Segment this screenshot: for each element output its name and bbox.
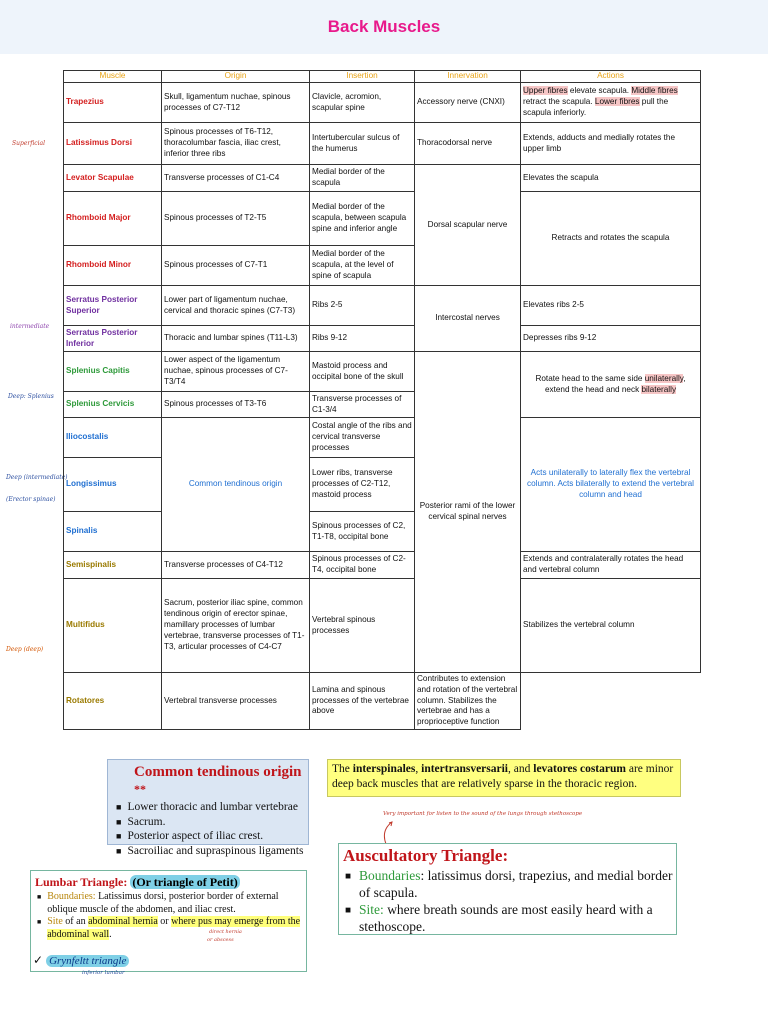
- table-row: [64, 552, 701, 579]
- header-insertion: Insertion: [310, 71, 415, 83]
- list-item-text: [359, 902, 676, 936]
- innervation-cell: Accessory nerve (CNXI): [415, 83, 521, 123]
- muscle-name: Spinalis: [64, 512, 162, 552]
- check-icon: ✓: [33, 953, 44, 967]
- insertion-cell: Spinous processes of C2-T4, occipital bone: [310, 552, 415, 579]
- muscle-name: Serratus Posterior Superior: [64, 286, 162, 326]
- list-item: [345, 868, 676, 902]
- action-text: , extend the head and neck: [544, 373, 686, 394]
- list-item-text: [47, 916, 306, 941]
- site-text: or: [157, 916, 172, 927]
- lumbar-title-text: Lumbar Triangle:: [35, 875, 131, 889]
- common-origin-title-text: Common tendinous origin: [134, 764, 302, 780]
- origin-cell: Lower part of ligamentum nuchae, cervical and thoracic spines (C7-T3): [162, 286, 310, 326]
- muscle-name: Longissimus: [64, 458, 162, 512]
- common-origin-list: [108, 800, 308, 859]
- site-text: of an: [62, 916, 89, 927]
- highlight-unilaterally: unilaterally: [644, 373, 684, 383]
- insertion-cell: Ribs 9-12: [310, 326, 415, 352]
- note-deep-intermediate: Deep (intermediate): [6, 474, 68, 481]
- origin-cell: Thoracic and lumbar spines (T11-L3): [162, 326, 310, 352]
- action-cell: Contributes to extension and rotation of the vertebral column. Stabilizes the vertebrae and has a proprioceptive function: [415, 673, 521, 730]
- insertion-cell: Transverse processes of C1-3/4: [310, 392, 415, 418]
- minor-text: ,: [415, 763, 422, 775]
- lumbar-triangle-box: [30, 870, 307, 972]
- note-abscess: or abscess: [207, 937, 234, 943]
- highlight-pus: where pus may emerge from the abdominal wall: [47, 916, 301, 940]
- table-row: [64, 192, 701, 246]
- boundaries-label: Boundaries: [359, 868, 421, 883]
- action-cell: Acts unilaterally to laterally flex the vertebral column. Acts bilaterally to extend the vertebral column and head: [521, 418, 701, 552]
- note-superficial: Superficial: [12, 140, 46, 147]
- action-cell: Elevates the scapula: [521, 165, 701, 192]
- table-row: [64, 286, 701, 326]
- back-muscles-table: [63, 70, 701, 730]
- table-row: [64, 352, 701, 392]
- insertion-cell: Mastoid process and occipital bone of the skull: [310, 352, 415, 392]
- muscle-name: Rhomboid Major: [64, 192, 162, 246]
- minor-muscle-3: levatores costarum: [533, 763, 626, 775]
- boundaries-text: Latissimus dorsi, posterior border of external oblique muscle of the abdomen, and iliac crest.: [47, 891, 279, 915]
- origin-cell: Vertebral transverse processes: [162, 673, 310, 730]
- list-item: [37, 891, 306, 916]
- table-row: [64, 326, 701, 352]
- muscle-name: Rhomboid Minor: [64, 246, 162, 286]
- insertion-cell: Intertubercular sulcus of the humerus: [310, 123, 415, 165]
- insertion-cell: Medial border of the scapula: [310, 165, 415, 192]
- note-erector: (Erector spinae): [6, 496, 56, 503]
- common-origin-title: [134, 764, 308, 798]
- origin-cell: Skull, ligamentum nuchae, spinous processes of C7-T12: [162, 83, 310, 123]
- table-row: [64, 673, 701, 730]
- origin-cell: Spinous processes of T6-T12, thoracolumbar fascia, iliac crest, inferior three ribs: [162, 123, 310, 165]
- note-inferior-lumbar: inferior lumbar: [82, 970, 125, 976]
- lumbar-title: [35, 875, 306, 890]
- header-origin: Origin: [162, 71, 310, 83]
- note-intermediate: intermediate: [10, 323, 50, 330]
- origin-cell: Spinous processes of C7-T1: [162, 246, 310, 286]
- muscle-name: Trapezius: [64, 83, 162, 123]
- action-cell: Retracts and rotates the scapula: [521, 192, 701, 286]
- insertion-cell: Lower ribs, transverse processes of C2-T12, mastoid process: [310, 458, 415, 512]
- minor-text: are minor deep back muscles that are relatively sparse in the thoracic region.: [332, 763, 674, 790]
- origin-cell: Transverse processes of C1-C4: [162, 165, 310, 192]
- minor-text: , and: [508, 763, 534, 775]
- insertion-cell: Vertebral spinous processes: [310, 579, 415, 673]
- innervation-cell: Intercostal nerves: [415, 286, 521, 352]
- action-cell: Elevates ribs 2-5: [521, 286, 701, 326]
- action-text: pull the scapula inferiorly.: [523, 97, 669, 117]
- boundaries-text: : latissimus dorsi, trapezius, and medial border of scapula.: [359, 868, 673, 900]
- action-cell: Extends, adducts and medially rotates the upper limb: [521, 123, 701, 165]
- list-item: ■ Lower thoracic and lumbar vertebrae: [116, 800, 308, 815]
- bullet-icon: ■: [37, 893, 42, 901]
- action-cell: Stabilizes the vertebral column: [521, 579, 701, 673]
- handwritten-note: Very important for listen to the sound of the lungs through stethoscope: [383, 811, 583, 817]
- stars: **: [134, 782, 146, 796]
- minor-muscle-2: intertransversarii: [421, 763, 509, 775]
- action-cell: [521, 83, 701, 123]
- table-row: [64, 418, 701, 458]
- highlight-bilaterally: bilaterally: [641, 384, 677, 394]
- table-row: [64, 165, 701, 192]
- lumbar-alt-name: (Or triangle of Petit): [132, 875, 238, 889]
- origin-cell: Spinous processes of T3-T6: [162, 392, 310, 418]
- lumbar-list: [31, 891, 306, 941]
- action-cell: [521, 352, 701, 418]
- list-item: [345, 902, 676, 936]
- table-header-row: [64, 71, 701, 83]
- header-muscle: Muscle: [64, 71, 162, 83]
- minor-text: The: [332, 763, 353, 775]
- table-row: [64, 83, 701, 123]
- origin-cell: Sacrum, posterior iliac spine, common tendinous origin of erector spinae, mamillary processes of lumbar vertebrae, transverse processes of T1-T3, articular processes of C4-C7: [162, 579, 310, 673]
- page-title: Back Muscles: [327, 17, 441, 36]
- bullet-icon: ■: [345, 871, 352, 882]
- site-text: where breath sounds are most easily heard with a stethoscope.: [359, 901, 653, 934]
- auscultatory-title: Auscultatory Triangle:: [343, 846, 509, 865]
- list-item-text: [359, 868, 676, 902]
- bullet-icon: ■: [37, 918, 42, 926]
- highlight-upper: Upper fibres: [523, 86, 568, 96]
- origin-cell: Spinous processes of T2-T5: [162, 192, 310, 246]
- muscle-name: Multifidus: [64, 579, 162, 673]
- insertion-cell: Medial border of the scapula, at the level of spine of scapula: [310, 246, 415, 286]
- auscultatory-triangle-box: [338, 843, 677, 935]
- insertion-cell: Lamina and spinous processes of the vertebrae above: [310, 673, 415, 730]
- action-text: retract the scapula.: [523, 97, 595, 107]
- note-direct-hernia: direct hernia: [209, 929, 242, 935]
- insertion-cell: Spinous processes of C2, T1-T8, occipital bone: [310, 512, 415, 552]
- origin-cell: Lower aspect of the ligamentum nuchae, spinous processes of C7-T3/T4: [162, 352, 310, 392]
- origin-cell: Transverse processes of C4-T12: [162, 552, 310, 579]
- site-label: Site: [47, 916, 63, 927]
- muscle-name: Semispinalis: [64, 552, 162, 579]
- table-row: [64, 579, 701, 673]
- muscle-name: Serratus Posterior Inferior: [64, 326, 162, 352]
- grynfeltt-line: [33, 953, 129, 968]
- highlight-lower: Lower fibres: [594, 97, 640, 107]
- highlight-middle: Middle fibres: [631, 86, 678, 96]
- bullet-icon: ■: [345, 904, 352, 916]
- list-item: ■ Posterior aspect of iliac crest.: [116, 829, 308, 844]
- insertion-cell: Costal angle of the ribs and cervical transverse processes: [310, 418, 415, 458]
- muscle-name: Splenius Capitis: [64, 352, 162, 392]
- header-actions: Actions: [521, 71, 701, 83]
- minor-muscles-box: [327, 759, 681, 797]
- note-deep-deep: Deep (deep): [6, 646, 44, 653]
- title-bar: [0, 0, 768, 54]
- highlight-hernia: abdominal hernia: [88, 916, 158, 927]
- muscle-name: Splenius Cervicis: [64, 392, 162, 418]
- grynfeltt-triangle: Grynfeltt triangle: [46, 955, 129, 967]
- action-text: elevate scapula.: [567, 86, 632, 96]
- common-tendinous-origin-box: [107, 759, 309, 858]
- minor-muscle-1: interspinales: [352, 763, 416, 775]
- list-item: ■ Sacrum.: [116, 815, 308, 830]
- auscultatory-list: [339, 868, 676, 936]
- innervation-cell: Posterior rami of the lower cervical spinal nerves: [415, 352, 521, 673]
- muscle-name: Levator Scapulae: [64, 165, 162, 192]
- innervation-cell: Dorsal scapular nerve: [415, 165, 521, 286]
- action-cell: Depresses ribs 9-12: [521, 326, 701, 352]
- note-deep-splenius: Deep: Splenius: [8, 393, 54, 400]
- list-item-text: [47, 891, 306, 916]
- origin-cell: Common tendinous origin: [162, 418, 310, 552]
- site-text: .: [109, 928, 112, 940]
- insertion-cell: Medial border of the scapula, between scapula spine and inferior angle: [310, 192, 415, 246]
- innervation-cell: Thoracodorsal nerve: [415, 123, 521, 165]
- header-innervation: Innervation: [415, 71, 521, 83]
- muscle-name: Latissimus Dorsi: [64, 123, 162, 165]
- list-item: ■ Sacroiliac and supraspinous ligaments: [116, 844, 308, 859]
- muscle-name: Rotatores: [64, 673, 162, 730]
- insertion-cell: Clavicle, acromion, scapular spine: [310, 83, 415, 123]
- action-cell: Extends and contralaterally rotates the head and vertebral column: [521, 552, 701, 579]
- action-text: Rotate head to the same side: [535, 373, 645, 383]
- muscle-name: Iliocostalis: [64, 418, 162, 458]
- site-label: Site:: [359, 901, 384, 917]
- boundaries-label: Boundaries:: [47, 891, 96, 902]
- table-row: [64, 123, 701, 165]
- list-item: [37, 916, 306, 941]
- insertion-cell: Ribs 2-5: [310, 286, 415, 326]
